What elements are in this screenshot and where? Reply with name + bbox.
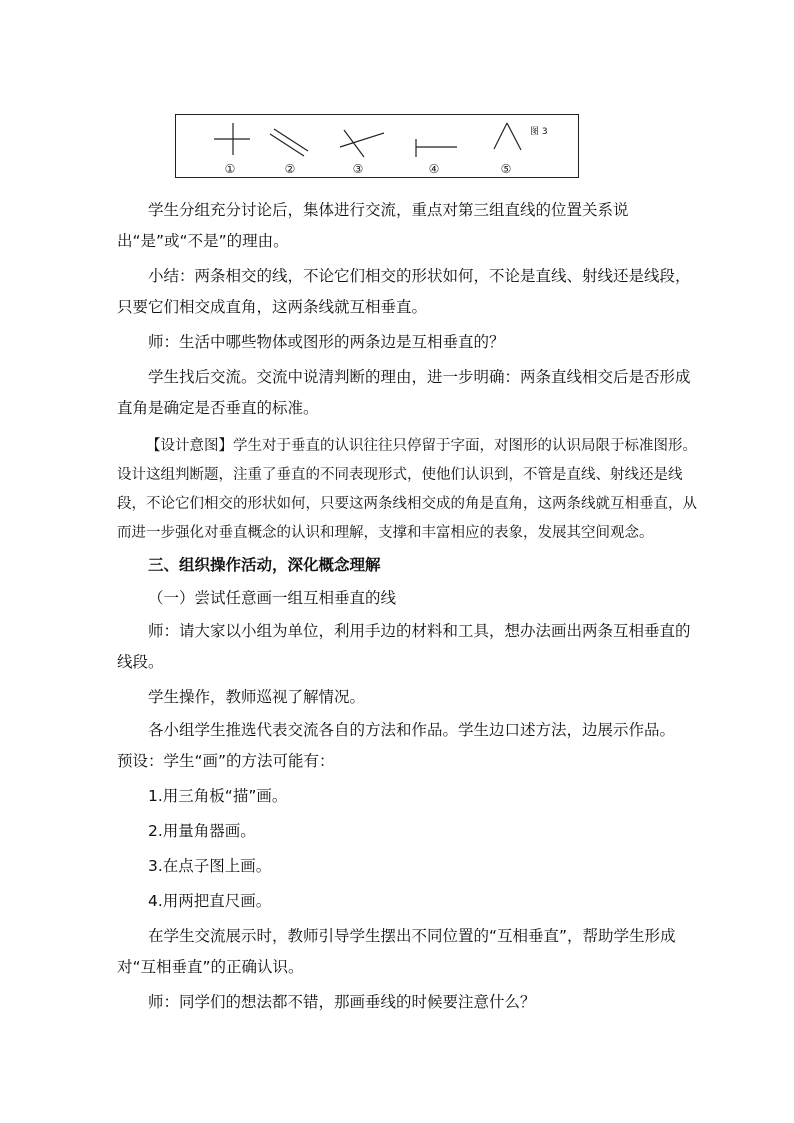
list-item: 2.用量角器画。	[148, 822, 256, 840]
figure-4-number: ④	[428, 162, 440, 176]
list-item: 4.用两把直尺画。	[148, 892, 272, 910]
paragraph-student-operation: 学生操作，教师巡视了解情况。	[148, 688, 366, 706]
section-heading: 三、组织操作活动，深化概念理解	[148, 556, 381, 574]
paragraph-summary: 小结：两条相交的线，不论它们相交的形状如何，不论是直线、射线还是线段，只要它们相交成直角，这两条线就互相垂直。	[117, 267, 691, 316]
figure-5-number: ⑤	[500, 162, 512, 176]
paragraph-student-exchange: 学生找后交流。交流中说清判断的理由，进一步明确：两条直线相交后是否形成直角是确定是否垂直的标准。	[117, 368, 691, 417]
paragraph-group-exchange: 各小组学生推选代表交流各自的方法和作品。学生边口述方法，边展示作品。	[148, 721, 676, 739]
figure-3-box	[175, 114, 579, 178]
figure-1-number: ①	[224, 162, 236, 176]
figure-3-line-b	[340, 133, 384, 147]
list-item: 1.用三角板“描”画。	[148, 787, 288, 805]
paragraph-teacher-question: 师：生活中哪些物体或图形的两条边是互相垂直的？	[148, 333, 505, 351]
design-intent	[117, 432, 697, 548]
figure-5-line-a	[494, 123, 507, 149]
figure-label: 图 3	[530, 127, 548, 137]
line-pairs-figure	[176, 115, 580, 179]
design-intent-tag: 【设计意图】	[146, 438, 233, 454]
figure-3-number: ③	[352, 162, 364, 176]
figure-2-number: ②	[284, 162, 296, 176]
lesson-text	[117, 195, 697, 1018]
figure-5-line-b	[507, 123, 521, 150]
paragraph-teacher-guidance: 在学生交流展示时，教师引导学生摆出不同位置的“互相垂直”，帮助学生形成对“互相垂直”的正确认识。	[117, 927, 676, 976]
paragraph-preset: 预设：学生“画”的方法可能有：	[117, 752, 335, 770]
list-item: 3.在点子图上画。	[148, 857, 272, 875]
subsection-heading: （一）尝试任意画一组互相垂直的线	[148, 589, 397, 607]
paragraph-discussion: 学生分组充分讨论后，集体进行交流，重点对第三组直线的位置关系说出“是”或“不是”的理由。	[117, 201, 629, 250]
paragraph-teacher-closing-question: 师：同学们的想法都不错，那画垂线的时候要注意什么？	[148, 993, 536, 1011]
figure-3-line-a	[344, 130, 364, 157]
paragraph-teacher-instruction: 师：请大家以小组为单位，利用手边的材料和工具，想办法画出两条互相垂直的线段。	[117, 622, 691, 671]
design-intent-text: 学生对于垂直的认识往往只停留于字面，对图形的认识局限于标准图形。设计这组判断题，注重了垂直的不同表现形式，使他们认识到，不管是直线、射线还是线段，不论它们相交的形状如何，只要这两条线相交成的角是直角，这两条线就互相垂直，从而进一步强化对垂直概念的认识和理解，支撑和丰富相应的表象，发展其空间观念。	[117, 438, 697, 541]
